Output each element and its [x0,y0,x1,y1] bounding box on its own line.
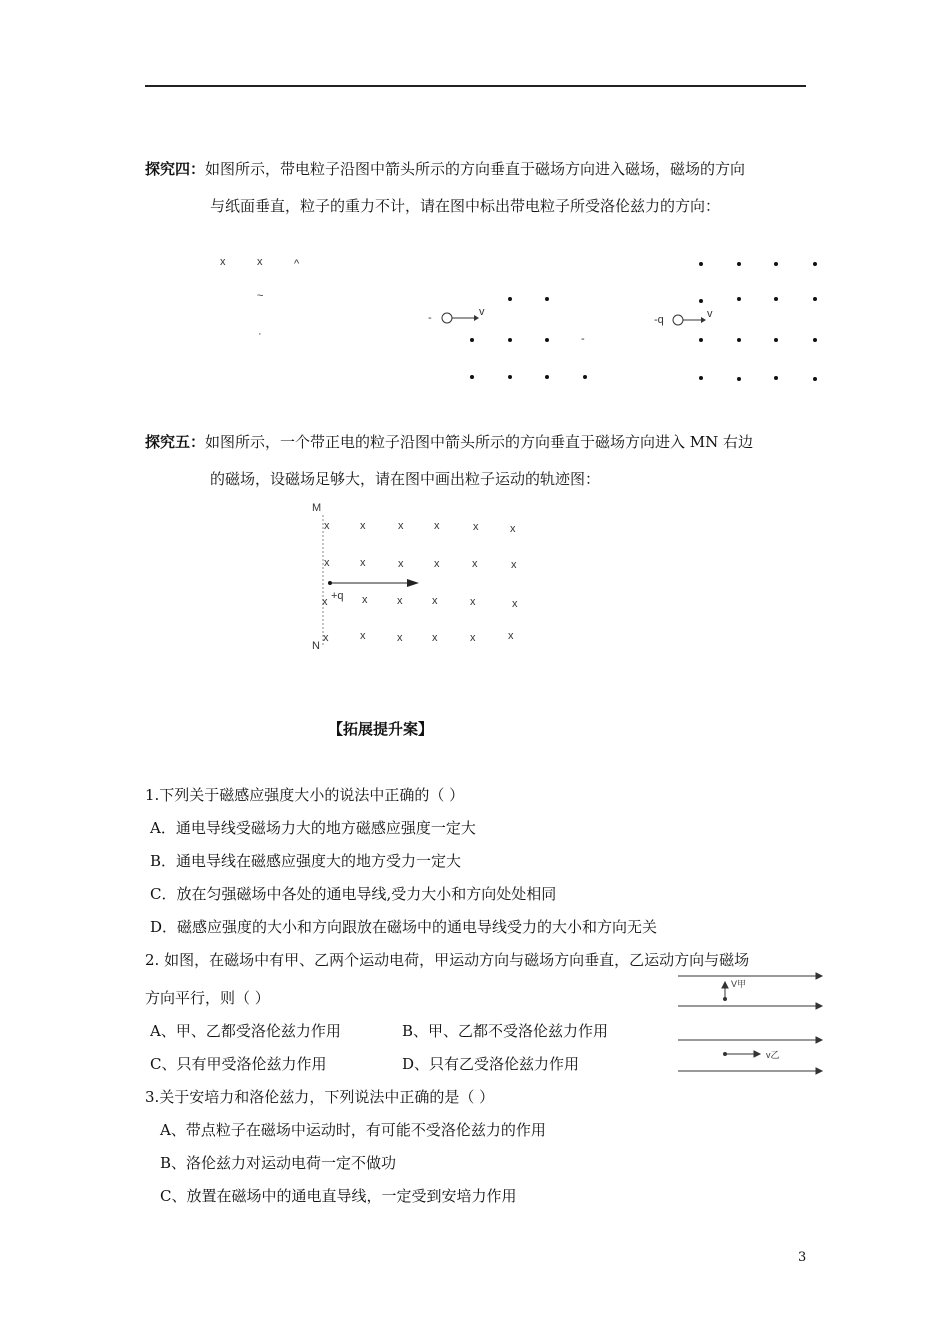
velocity-arrow [327,578,422,588]
fig2-velocity-label: v [479,306,485,318]
field-dot [699,262,703,266]
field-cross: x [397,632,403,644]
field-dot [813,297,817,301]
q2-option-b: B、甲、乙都不受洛伦兹力作用 [402,1022,609,1040]
q3-option-a: A、带点粒子在磁场中运动时，有可能不受洛伦兹力的作用 [160,1121,546,1139]
q1-option-b: B．通电导线在磁感应强度大的地方受力一定大 [150,852,462,870]
q1-stem: 1.下列关于磁感应强度大小的说法中正确的（ ） [145,786,465,804]
field-dot [774,338,778,342]
field-cross: x [324,520,330,532]
section4-line1 [145,153,745,185]
field-cross: x [472,558,478,570]
fig1-mark-2: x [257,256,263,268]
v-yi-label: v乙 [766,1050,780,1060]
field-cross: x [470,632,476,644]
q1-option-a: A．通电导线受磁场力大的地方磁感应强度一定大 [150,819,476,837]
field-dot [508,338,512,342]
field-cross: x [432,632,438,644]
field-cross: x [434,558,440,570]
fig1-mark-1: x [220,256,226,268]
field-cross: x [511,559,517,571]
field-dot [699,376,703,380]
field-cross: x [512,598,518,610]
section4-text1: 如图所示，带电粒子沿图中箭头所示的方向垂直于磁场方向进入磁场，磁场的方向 [205,160,746,178]
fig3-velocity-label: v [707,308,713,320]
field-cross: x [398,558,404,570]
field-cross: x [434,520,440,532]
q2-field-figure [676,970,826,1080]
q2-stem-line2: 方向平行，则（ ） [145,989,270,1007]
field-cross: x [323,632,329,644]
field-cross: x [398,520,404,532]
fig2-charge-label: - [428,312,432,324]
q2-option-c: C、只有甲受洛伦兹力作用 [150,1055,327,1073]
field-cross: x [397,595,403,607]
field-dot [470,375,474,379]
section4-line2: 与纸面垂直，粒子的重力不计，请在图中标出带电粒子所受洛伦兹力的方向： [210,197,721,215]
field-dot [508,375,512,379]
q1-option-c: C．放在匀强磁场中各处的通电导线,受力大小和方向处处相同 [150,885,557,903]
q3-option-c: C、放置在磁场中的通电直导线，一定受到安培力作用 [160,1187,517,1205]
charge-label: +q [331,590,344,602]
mn-boundary-line [322,515,324,645]
fig1-mark-5: · [258,328,262,340]
fig2-particle-arrow [440,310,480,326]
field-cross: x [510,523,516,535]
field-cross: x [360,557,366,569]
fig3-particle-arrow [671,312,707,328]
field-dot [737,262,741,266]
field-dot [813,377,817,381]
field-cross: x [360,520,366,532]
field-dot [545,338,549,342]
field-dot [737,377,741,381]
field-cross: x [362,594,368,606]
field-dot [699,338,703,342]
q2-option-d: D、只有乙受洛伦兹力作用 [402,1055,580,1073]
field-cross: x [360,630,366,642]
field-cross: x [432,595,438,607]
v-jia-label: V甲 [731,979,747,989]
field-dot [583,375,587,379]
field-cross: x [508,630,514,642]
q1-option-d: D．磁感应强度的大小和方向跟放在磁场中的通电导线受力的大小和方向无关 [150,918,658,936]
q3-stem: 3.关于安培力和洛伦兹力，下列说法中正确的是（ ） [145,1088,495,1106]
field-dot [508,297,512,301]
q3-option-b: B、洛伦兹力对运动电荷一定不做功 [160,1154,397,1172]
section4-label: 探究四： [145,160,206,178]
section5-line2: 的磁场，设磁场足够大，请在图中画出粒子运动的轨迹图： [210,470,601,488]
field-dot [774,262,778,266]
fig2-dash: - [581,333,585,345]
fig1-mark-3: ^ [294,258,300,270]
n-label: N [312,640,320,652]
field-dot [813,262,817,266]
field-cross: x [322,596,328,608]
field-dot [774,297,778,301]
field-cross: x [473,521,479,533]
field-dot [470,338,474,342]
q2-option-a: A、甲、乙都受洛伦兹力作用 [150,1022,341,1040]
m-label: M [312,502,322,514]
field-dot [737,297,741,301]
field-cross: x [324,557,330,569]
field-dot [774,376,778,380]
page-number: 3 [798,1250,807,1265]
field-dot [545,375,549,379]
field-dot [545,297,549,301]
q2-stem-line1: 2. 如图，在磁场中有甲、乙两个运动电荷，甲运动方向与磁场方向垂直，乙运动方向与磁场 [145,951,750,969]
field-cross: x [470,596,476,608]
header-rule [145,85,806,87]
fig3-charge-label: -q [654,314,664,326]
field-dot [699,299,703,303]
extension-title: 【拓展提升案】 [328,720,434,738]
section5-line1 [145,426,753,458]
fig1-mark-4: ~ [257,290,264,302]
section5-text1: 如图所示，一个带正电的粒子沿图中箭头所示的方向垂直于磁场方向进入 MN 右边 [205,433,754,451]
section5-label: 探究五： [145,433,206,451]
field-dot [813,338,817,342]
field-dot [737,338,741,342]
